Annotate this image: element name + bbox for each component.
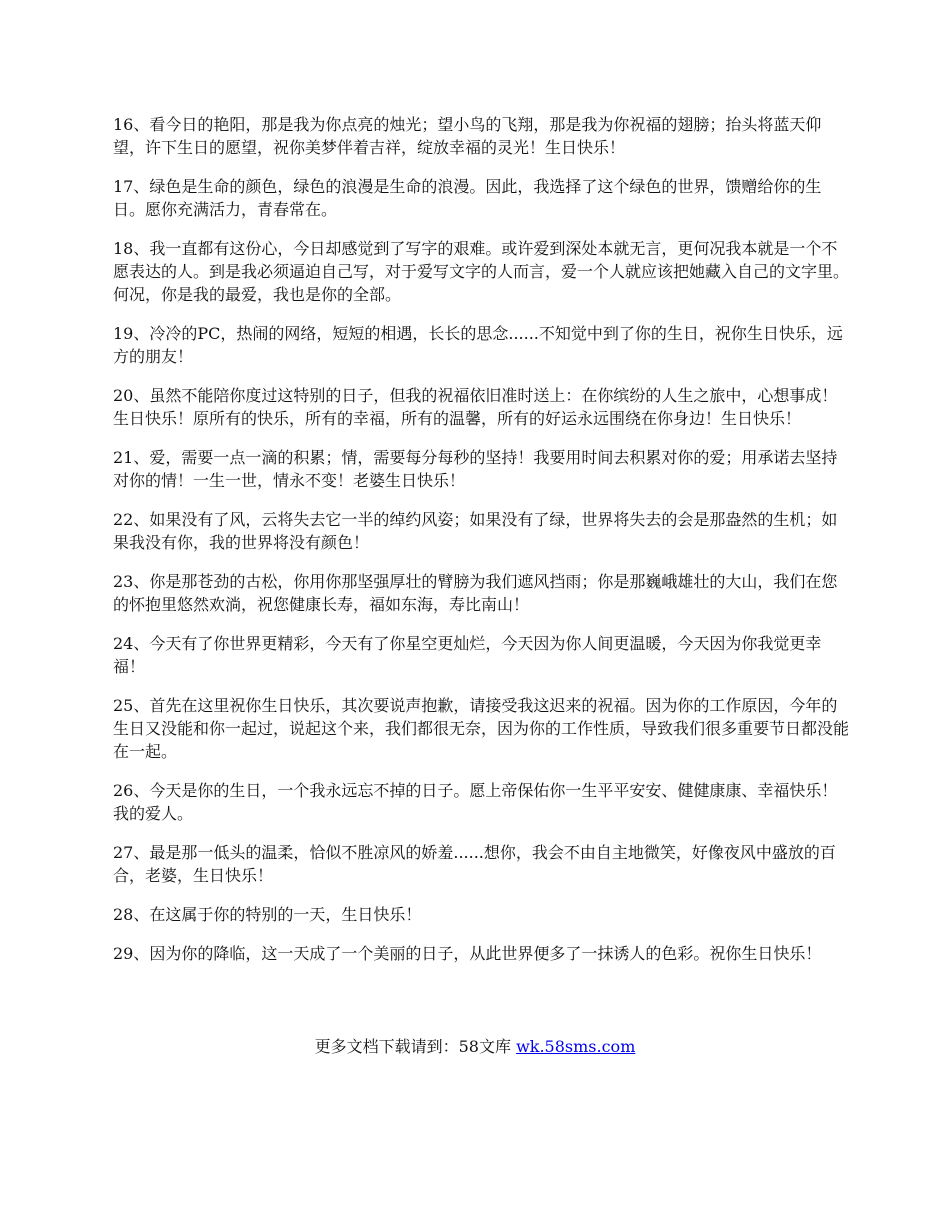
paragraph-18: 18、我一直都有这份心，今日却感觉到了写字的艰难。或许爱到深处本就无言，更何况我本就是一个不愿表达的人。到是我必须逼迫自己写，对于爱写文字的人而言，爱一个人就应该把她藏入自己的文字里。何况，你是我的最爱，我也是你的全部。 [113, 239, 850, 304]
paragraph-16: 16、看今日的艳阳，那是我为你点亮的烛光；望小鸟的飞翔，那是我为你祝福的翅膀；抬头将蓝天仰望，许下生日的愿望，祝你美梦伴着吉祥，绽放幸福的灵光！生日快乐！ [113, 115, 822, 157]
paragraph-21: 21、爱，需要一点一滴的积累；情，需要每分每秒的坚持！我要用时间去积累对你的爱；用承诺去坚持对你的情！一生一世，情永不变！老婆生日快乐！ [113, 448, 838, 490]
download-footer [0, 1035, 950, 1058]
paragraph-19: 19、冷冷的PC，热闹的网络，短短的相遇，长长的思念......不知觉中到了你的生日，祝你生日快乐，远方的朋友！ [113, 324, 843, 366]
paragraph-25: 25、首先在这里祝你生日快乐，其次要说声抱歉，请接受我这迟来的祝福。因为你的工作原因，今年的生日又没能和你一起过，说起这个来，我们都很无奈，因为你的工作性质，导致我们很多重要节日都没能在一起。 [113, 696, 850, 761]
paragraph-26: 26、今天是你的生日，一个我永远忘不掉的日子。愿上帝保佑你一生平平安安、健健康康、幸福快乐！我的爱人。 [113, 781, 838, 823]
paragraph-24: 24、今天有了你世界更精彩，今天有了你星空更灿烂，今天因为你人间更温暖，今天因为你我觉更幸福！ [113, 634, 822, 676]
paragraph-23: 23、你是那苍劲的古松，你用你那坚强厚壮的臂膀为我们遮风挡雨；你是那巍峨雄壮的大山，我们在您的怀抱里悠然欢淌，祝您健康长寿，福如东海，寿比南山！ [113, 572, 838, 614]
footer-text: 更多文档下载请到：58文库 [314, 1037, 517, 1056]
paragraph-27: 27、最是那一低头的温柔，恰似不胜凉风的娇羞......想你，我会不由自主地微笑，好像夜风中盛放的百合，老婆，生日快乐！ [113, 843, 836, 885]
document-body [113, 113, 853, 981]
paragraph-20: 20、虽然不能陪你度过这特别的日子，但我的祝福依旧准时送上：在你缤纷的人生之旅中，心想事成！生日快乐！原所有的快乐，所有的幸福，所有的温馨，所有的好运永远围绕在你身边！生日快乐！ [113, 386, 838, 428]
paragraph-29: 29、因为你的降临，这一天成了一个美丽的日子，从此世界便多了一抹诱人的色彩。祝你生日快乐！ [113, 944, 822, 963]
paragraph-28: 28、在这属于你的特别的一天，生日快乐！ [113, 905, 422, 924]
footer-link[interactable]: wk.58sms.com [516, 1037, 636, 1056]
paragraph-22: 22、如果没有了风，云将失去它一半的绰约风姿；如果没有了绿，世界将失去的会是那盎然的生机；如果我没有你，我的世界将没有颜色！ [113, 510, 838, 552]
paragraph-17: 17、绿色是生命的颜色，绿色的浪漫是生命的浪漫。因此，我选择了这个绿色的世界，馈赠给你的生日。愿你充满活力，青春常在。 [113, 177, 822, 219]
